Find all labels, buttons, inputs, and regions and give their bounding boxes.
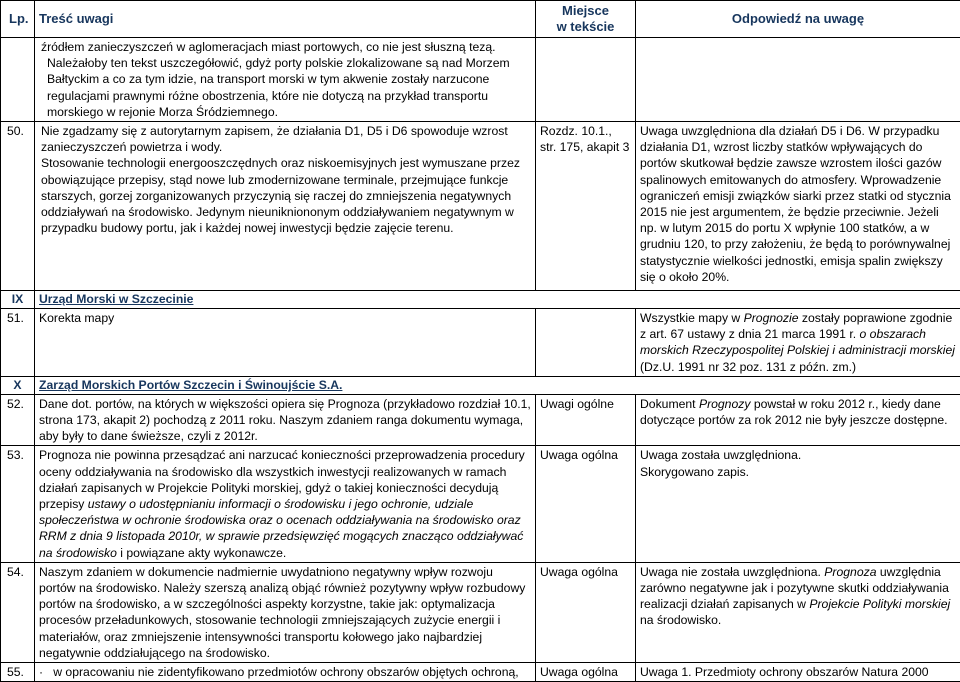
cell-lp xyxy=(1,38,35,122)
cell-tresc: Korekta mapy xyxy=(35,309,536,377)
answer-text-italic: Projekcie Polityki morskiej xyxy=(809,597,950,611)
section-roman: X xyxy=(1,376,35,394)
comment-text: Stosowanie technologii energooszczędnych oraz niskoemisyjnych jest wymuszane przez obowiązujące przepisy, stąd nowe lub zmodernizowane terminale, przejmujące funkcje starszych, gorzej zorganizowanych przyczynią się raczej do zmniejszenia negatywnych oddziaływań na środowisko. Jedynym nieunikniononym oddziaływaniem negatywnym w przypadku budowy portu, jak i każdej nowej inwestycji będzie zajęcie terenu. xyxy=(41,155,531,236)
cell-odpowiedz xyxy=(636,309,960,377)
answer-text-italic: Prognozy xyxy=(699,397,751,411)
table-row-50 xyxy=(1,122,960,291)
cell-odpowiedz: Uwaga uwzględniona dla działań D5 i D6. W przypadku działania D1, wzrost liczby statków wpływających do portów skutkował będzie zawsze wzrostem ilości gazów spalinowych emitowanych do atmosfery. Wprowadzenie ograniczeń emisji związków siarki przez statki od stycznia 2015 nie jest argumentem, że będzie przeciwnie. Jeżeli np. w lutym 2015 do portu X wpłynie 100 statków, a w grudniu 120, to przy założeniu, że będą to porównywalnej statystycznie wielkości jednostki, emisja spalin zwiększy się o około 20%. xyxy=(636,122,960,291)
section-header-ix xyxy=(1,291,960,309)
answer-text: Uwaga nie została uwzględniona. xyxy=(640,565,824,579)
comment-text-italic: ustawy o udostępnianiu informacji o środowisku i jego ochronie, udziale społeczeństwa w ochronie środowiska oraz o ocenach oddziaływania na środowisko oraz RRM z dnia 9 listopada 2010r, w sprawie przedsięwzięć mogących znacząco oddziaływać na środowisko xyxy=(39,497,523,560)
section-title: Zarząd Morskich Portów Szczecin i Świnoujście S.A. xyxy=(35,376,960,394)
answer-text: powstał w roku 2012 r., kiedy dane dotyczące portów za rok 2012 nie były jeszcze dostępne. xyxy=(640,397,948,427)
header-odpowiedz: Odpowiedź na uwagę xyxy=(636,1,960,38)
table-row-51 xyxy=(1,309,960,377)
bullet-icon: · xyxy=(39,665,43,679)
cell-odpowiedz xyxy=(636,446,960,562)
cell-tresc: Naszym zdaniem w dokumencie nadmiernie uwydatniono negatywny wpływ rozwoju portów na środowisko. Należy szerszą analizą objąć również pozytywny wpływ rozbudowy portów na środowisko, a w szczególności aspekty korzystne, takie jak: optymalizacja procesów przeładunkowych, stosowanie technologii zmniejszających zużycie energii i materiałów, oraz zmniejszenie intensywności transportu kołowego jako najbardziej negatywnie oddziałującego na środowisko. xyxy=(35,562,536,662)
header-miejsce xyxy=(536,1,636,38)
answer-text: Dokument xyxy=(640,397,699,411)
cell-tresc xyxy=(35,122,536,291)
comment-text: i powiązane akty wykonawcze. xyxy=(117,546,286,560)
answer-text: Wszystkie mapy w xyxy=(640,311,744,325)
cell-odpowiedz xyxy=(636,38,960,122)
cell-odpowiedz xyxy=(636,562,960,662)
answer-text: Skorygowano zapis. xyxy=(640,464,956,480)
section-title: Urząd Morski w Szczecinie xyxy=(35,291,960,309)
cell-miejsce: Rozdz. 10.1., str. 175, akapit 3 xyxy=(536,122,636,291)
cell-miejsce: Uwaga ogólna xyxy=(536,562,636,662)
comment-text: Prognoza nie powinna przesądzać ani narzucać konieczności przeprowadzenia procedury oceny oddziaływania na środowisko dla wszystkich inwestycji realizowanych w ramach działań zapisanych w Projekcie Polityki morskiej, gdyż o takiej konieczności decydują przepisy xyxy=(39,448,525,511)
header-row xyxy=(1,1,960,38)
header-miejsce-line2: w tekście xyxy=(557,19,615,34)
cell-tresc xyxy=(35,38,536,122)
comment-text: Należałoby ten tekst uszczegółowić, gdyż porty polskie zlokalizowane są nad Morzem Bałtyckim a co za tym idzie, na transport morski w tym akwenie zostały narzucone regulacjami prawnymi różne obostrzenia, które nie dotyczą na przykład transportu morskiego w rejonie Morza Śródziemnego. xyxy=(41,55,531,120)
cell-miejsce: Uwagi ogólne xyxy=(536,394,636,446)
table-row-55 xyxy=(1,663,960,682)
section-roman: IX xyxy=(1,291,35,309)
comment-text: w opracowaniu nie zidentyfikowano przedmiotów ochrony obszarów objętych ochroną, xyxy=(53,665,518,679)
table-row-continued xyxy=(1,38,960,122)
answer-text: zostały poprawione zgodnie z art. 67 ustawy z dnia 21 marca 1991 r. xyxy=(640,311,952,341)
header-miejsce-line1: Miejsce xyxy=(562,3,609,18)
row-number: 50. xyxy=(1,122,35,291)
cell-tresc: Dane dot. portów, na których w większości opiera się Prognoza (przykładowo rozdział 10.1, strona 173, akapit 2) pochodzą z 2011 roku. Naszym zdaniem ranga dokumentu wymaga, aby były to dane świeższe, czyli z 2012r. xyxy=(35,394,536,446)
row-number: 53. xyxy=(1,446,35,562)
table-row-52 xyxy=(1,394,960,446)
cell-miejsce xyxy=(536,309,636,377)
table-row-54 xyxy=(1,562,960,662)
header-lp: Lp. xyxy=(1,1,35,38)
cell-miejsce: Uwaga ogólna xyxy=(536,663,636,682)
header-tresc: Treść uwagi xyxy=(35,1,536,38)
cell-miejsce: Uwaga ogólna xyxy=(536,446,636,562)
answer-text-italic: Prognozie xyxy=(744,311,799,325)
cell-odpowiedz xyxy=(636,394,960,446)
section-header-x xyxy=(1,376,960,394)
row-number: 54. xyxy=(1,562,35,662)
row-number: 55. xyxy=(1,663,35,682)
answer-text: (Dz.U. 1991 nr 32 poz. 131 z późn. zm.) xyxy=(640,360,856,374)
cell-odpowiedz: Uwaga 1. Przedmioty ochrony obszarów Natura 2000 xyxy=(636,663,960,682)
answer-text: uwzględnia zarówno negatywne jak i pozytywne skutki oddziaływania realizacji działań zapisanych w xyxy=(640,565,949,611)
table-row-53 xyxy=(1,446,960,562)
answer-text: Uwaga została uwzględniona. xyxy=(640,447,956,463)
answer-text-italic: o obszarach morskich Rzeczypospolitej Polskiej i administracji morskiej xyxy=(640,327,955,357)
answer-text: na środowisko. xyxy=(640,613,721,627)
answer-text-italic: Prognoza xyxy=(824,565,876,579)
comment-text: źródłem zanieczyszczeń w aglomeracjach miast portowych, co nie jest słuszną tezą. xyxy=(41,39,531,55)
comment-text: Nie zgadzamy się z autorytarnym zapisem, że działania D1, D5 i D6 spowoduje wzrost zanieczyszczeń powietrza i wody. xyxy=(41,123,531,155)
cell-miejsce xyxy=(536,38,636,122)
cell-tresc xyxy=(35,446,536,562)
cell-tresc xyxy=(35,663,536,682)
row-number: 51. xyxy=(1,309,35,377)
row-number: 52. xyxy=(1,394,35,446)
